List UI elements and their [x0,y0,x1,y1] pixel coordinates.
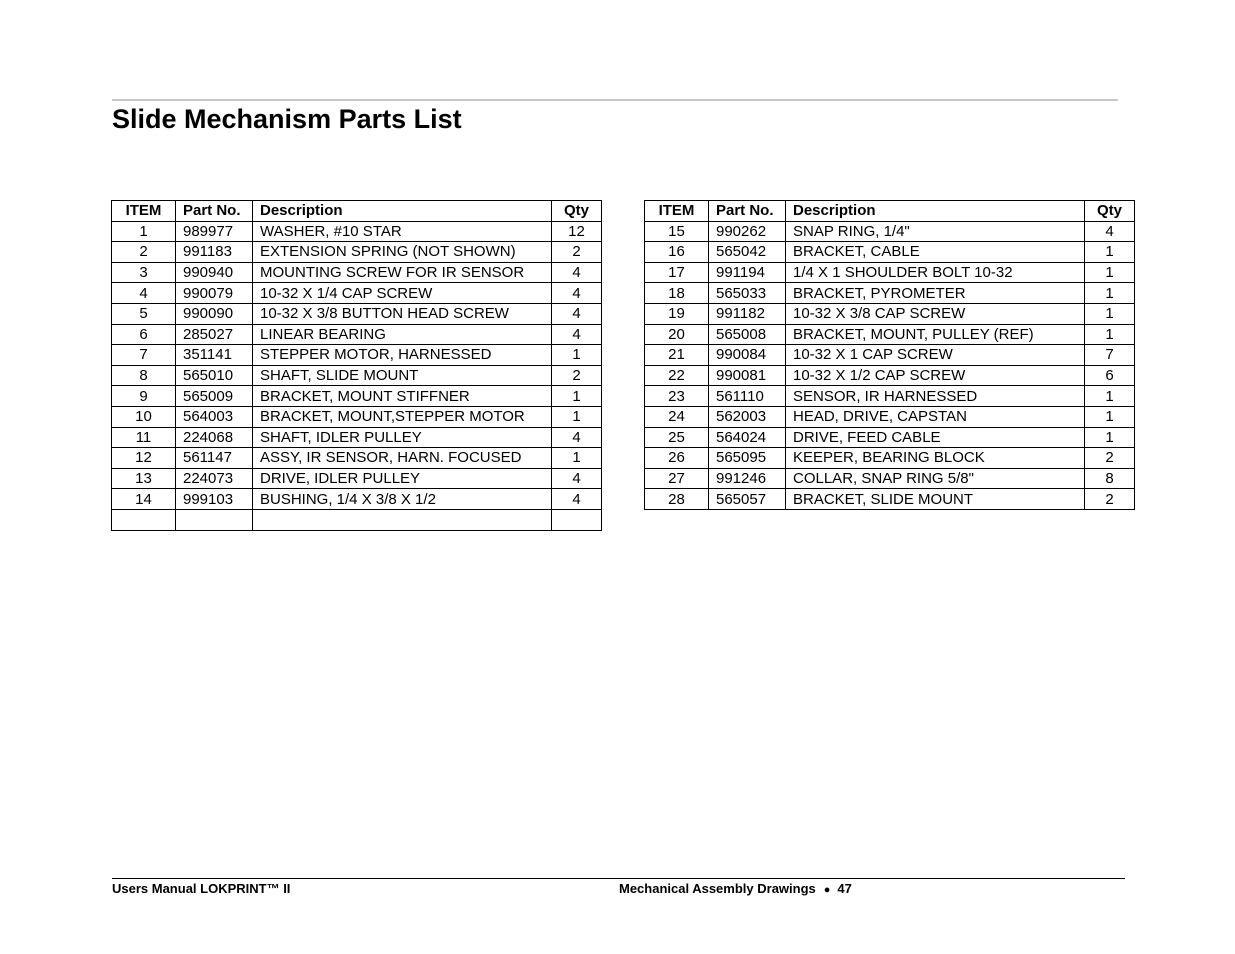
cell-part-no: 565042 [709,242,786,263]
cell-qty: 2 [552,242,602,263]
table-row [645,406,1135,427]
cell-qty: 4 [552,303,602,324]
cell-item: 17 [645,262,709,283]
cell-item: 16 [645,242,709,263]
parts-table-right-body [645,221,1135,509]
cell-item: 2 [112,242,176,263]
cell-part-no: 990262 [709,221,786,242]
cell-qty: 4 [552,283,602,304]
cell-description: 10-32 X 3/8 CAP SCREW [786,303,1085,324]
cell-description: STEPPER MOTOR, HARNESSED [253,345,552,366]
table-row [645,489,1135,510]
cell-qty: 4 [552,262,602,283]
table-row [112,468,602,489]
cell-description: 10-32 X 1/4 CAP SCREW [253,283,552,304]
table-row [645,345,1135,366]
page-number: 47 [837,881,852,896]
cell-part-no: 565010 [176,365,253,386]
table-row [645,221,1135,242]
cell-qty: 4 [552,427,602,448]
cell-description: 10-32 X 1 CAP SCREW [786,345,1085,366]
cell-description: KEEPER, BEARING BLOCK [786,448,1085,469]
cell-part-no: 224068 [176,427,253,448]
footer-section [619,881,852,898]
table-row [645,468,1135,489]
table-row [645,283,1135,304]
cell-qty: 1 [1085,386,1135,407]
cell-qty: 12 [552,221,602,242]
cell-part-no: 561110 [709,386,786,407]
cell-item: 22 [645,365,709,386]
cell-description: HEAD, DRIVE, CAPSTAN [786,406,1085,427]
cell-description: MOUNTING SCREW FOR IR SENSOR [253,262,552,283]
cell-part-no: 989977 [176,221,253,242]
table-row [112,221,602,242]
cell-item: 27 [645,468,709,489]
cell-item: 19 [645,303,709,324]
page-title: Slide Mechanism Parts List [112,104,462,134]
parts-table-right [644,200,1135,510]
cell-part-no: 991246 [709,468,786,489]
cell-part-no: 564024 [709,427,786,448]
cell-description: 10-32 X 1/2 CAP SCREW [786,365,1085,386]
table-row [645,324,1135,345]
cell-part-no: 565008 [709,324,786,345]
table-row [112,427,602,448]
table-row [645,386,1135,407]
cell-qty: 1 [1085,406,1135,427]
table-row [112,448,602,469]
cell-qty: 1 [1085,242,1135,263]
cell-part-no [176,509,253,530]
cell-part-no: 990084 [709,345,786,366]
cell-part-no: 285027 [176,324,253,345]
cell-part-no: 565009 [176,386,253,407]
cell-description: 1/4 X 1 SHOULDER BOLT 10-32 [786,262,1085,283]
cell-description: WASHER, #10 STAR [253,221,552,242]
cell-description: BRACKET, CABLE [786,242,1085,263]
cell-part-no: 224073 [176,468,253,489]
cell-item: 3 [112,262,176,283]
cell-qty: 2 [1085,448,1135,469]
cell-part-no: 999103 [176,489,253,510]
column-header-description: Description [786,201,1085,222]
cell-description: SENSOR, IR HARNESSED [786,386,1085,407]
cell-qty: 4 [552,468,602,489]
cell-part-no: 990940 [176,262,253,283]
cell-item: 8 [112,365,176,386]
table-row [112,242,602,263]
cell-description: ASSY, IR SENSOR, HARN. FOCUSED [253,448,552,469]
cell-item: 1 [112,221,176,242]
table-row [112,365,602,386]
column-header-part-no: Part No. [176,201,253,222]
cell-item: 4 [112,283,176,304]
column-header-description: Description [253,201,552,222]
table-row [645,242,1135,263]
table-row [645,427,1135,448]
cell-item [112,509,176,530]
footer-divider [112,878,1125,879]
table-header-row [645,201,1135,222]
table-row [645,448,1135,469]
cell-item: 13 [112,468,176,489]
cell-item: 9 [112,386,176,407]
column-header-qty: Qty [1085,201,1135,222]
cell-qty: 7 [1085,345,1135,366]
table-row [112,489,602,510]
cell-description: SHAFT, IDLER PULLEY [253,427,552,448]
cell-qty: 1 [1085,427,1135,448]
cell-item: 26 [645,448,709,469]
cell-qty: 1 [552,448,602,469]
cell-item: 15 [645,221,709,242]
cell-description: DRIVE, IDLER PULLEY [253,468,552,489]
cell-qty: 6 [1085,365,1135,386]
cell-description: SNAP RING, 1/4" [786,221,1085,242]
cell-item: 10 [112,406,176,427]
footer-manual-title: Users Manual LOKPRINT™ II [112,881,291,896]
cell-item: 5 [112,303,176,324]
table-row [112,283,602,304]
column-header-item: ITEM [112,201,176,222]
cell-part-no: 565057 [709,489,786,510]
cell-description: DRIVE, FEED CABLE [786,427,1085,448]
cell-item: 6 [112,324,176,345]
table-row [645,365,1135,386]
cell-qty: 4 [552,489,602,510]
cell-part-no: 562003 [709,406,786,427]
cell-qty [552,509,602,530]
table-row [645,303,1135,324]
cell-part-no: 564003 [176,406,253,427]
cell-description: COLLAR, SNAP RING 5/8" [786,468,1085,489]
cell-part-no: 561147 [176,448,253,469]
cell-description: BRACKET, MOUNT STIFFNER [253,386,552,407]
cell-description [253,509,552,530]
cell-qty: 1 [552,406,602,427]
table-row [112,509,602,530]
table-row [112,386,602,407]
cell-part-no: 565033 [709,283,786,304]
cell-part-no: 565095 [709,448,786,469]
table-header-row [112,201,602,222]
table-row [645,262,1135,283]
cell-qty: 1 [552,386,602,407]
table-row [112,324,602,345]
table-row [112,262,602,283]
cell-qty: 1 [552,345,602,366]
parts-table-left [111,200,602,531]
cell-qty: 2 [552,365,602,386]
cell-part-no: 990090 [176,303,253,324]
cell-description: BRACKET, MOUNT, PULLEY (REF) [786,324,1085,345]
cell-qty: 4 [552,324,602,345]
cell-item: 24 [645,406,709,427]
cell-description: 10-32 X 3/8 BUTTON HEAD SCREW [253,303,552,324]
cell-item: 12 [112,448,176,469]
cell-qty: 4 [1085,221,1135,242]
cell-qty: 1 [1085,324,1135,345]
cell-part-no: 991182 [709,303,786,324]
cell-description: BUSHING, 1/4 X 3/8 X 1/2 [253,489,552,510]
cell-part-no: 991183 [176,242,253,263]
cell-description: BRACKET, PYROMETER [786,283,1085,304]
cell-qty: 8 [1085,468,1135,489]
table-row [112,303,602,324]
bullet-icon: ● [823,884,831,896]
cell-description: BRACKET, SLIDE MOUNT [786,489,1085,510]
cell-item: 28 [645,489,709,510]
cell-qty: 1 [1085,303,1135,324]
cell-part-no: 990081 [709,365,786,386]
cell-item: 11 [112,427,176,448]
footer-section-title: Mechanical Assembly Drawings [619,881,816,896]
cell-description: SHAFT, SLIDE MOUNT [253,365,552,386]
cell-item: 18 [645,283,709,304]
cell-item: 25 [645,427,709,448]
parts-table-left-body [112,221,602,530]
cell-item: 7 [112,345,176,366]
cell-description: EXTENSION SPRING (NOT SHOWN) [253,242,552,263]
column-header-part-no: Part No. [709,201,786,222]
cell-part-no: 990079 [176,283,253,304]
table-row [112,345,602,366]
top-divider [112,99,1118,101]
cell-qty: 2 [1085,489,1135,510]
column-header-item: ITEM [645,201,709,222]
cell-item: 20 [645,324,709,345]
column-header-qty: Qty [552,201,602,222]
cell-item: 23 [645,386,709,407]
cell-description: LINEAR BEARING [253,324,552,345]
cell-part-no: 991194 [709,262,786,283]
cell-description: BRACKET, MOUNT,STEPPER MOTOR [253,406,552,427]
cell-qty: 1 [1085,283,1135,304]
cell-item: 21 [645,345,709,366]
table-row [112,406,602,427]
cell-item: 14 [112,489,176,510]
cell-part-no: 351141 [176,345,253,366]
cell-qty: 1 [1085,262,1135,283]
